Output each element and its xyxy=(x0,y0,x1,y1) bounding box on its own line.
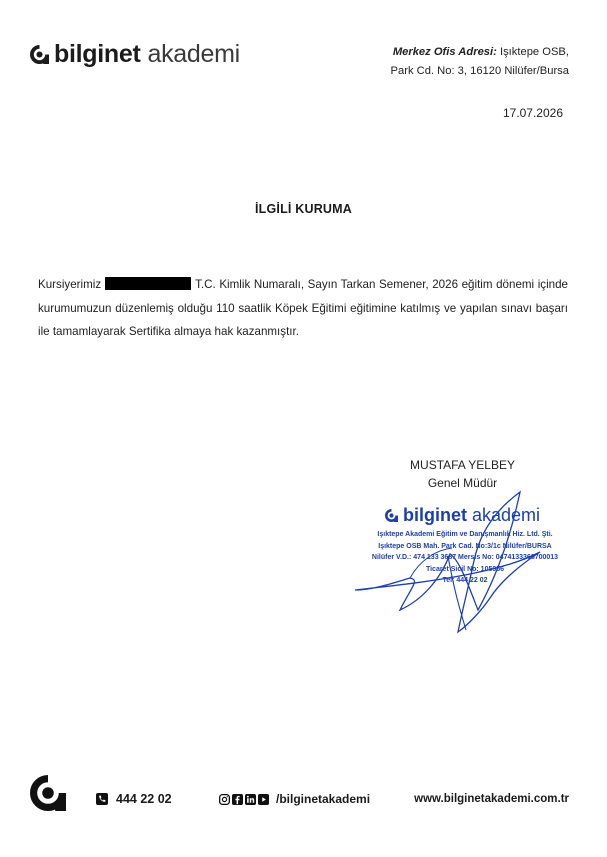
footer-phone-number: 444 22 02 xyxy=(116,792,172,806)
footer-phone[interactable] xyxy=(96,792,172,806)
document-body xyxy=(38,273,568,344)
document-heading: İLGİLİ KURUMA xyxy=(254,202,353,216)
stamp-logo-light: akademi xyxy=(472,505,541,525)
address-line2: Park Cd. No: 3, 16120 Nilüfer/Bursa xyxy=(390,65,569,77)
document-date: 17.07.2026 xyxy=(502,106,563,120)
stamp-logo-mark-icon xyxy=(385,509,398,522)
address-label: Merkez Ofis Adresi: xyxy=(392,46,497,58)
stamp-line: Nilüfer V.D.: 474 133 3687 Mersis No: 0474133368700013 xyxy=(371,554,559,561)
stamp-logo xyxy=(385,505,585,526)
office-address xyxy=(391,43,569,81)
linkedin-icon[interactable] xyxy=(245,794,256,805)
footer-social-handle: /bilginetakademi xyxy=(276,792,371,806)
phone-icon xyxy=(96,793,108,805)
stamp-line: Işıktepe OSB Mah. Park Cad. No:3/1c Nilüfer/BURSA xyxy=(378,542,552,550)
logo-bold-text: bilginet xyxy=(54,40,141,68)
company-stamp xyxy=(345,505,585,587)
logo-mark-icon xyxy=(30,45,49,64)
signatory-block xyxy=(390,456,535,492)
address-line1: Işıktepe OSB, xyxy=(499,46,569,58)
signatory-title: Genel Müdür xyxy=(427,476,498,490)
stamp-logo-bold: bilginet xyxy=(403,505,467,525)
logo-light-text: akademi xyxy=(147,40,240,68)
facebook-icon[interactable] xyxy=(232,794,243,805)
youtube-icon[interactable] xyxy=(258,794,269,805)
stamp-line: Işıktepe Akademi Eğitim ve Danışmanlık Hiz. Ltd. Şti. xyxy=(377,531,553,538)
footer-website-link[interactable]: www.bilginetakademi.com.tr xyxy=(414,793,569,805)
body-part2: T.C. Kimlik Numaralı, Sayın Tarkan Semener, 2026 eğitim dönemi içinde kurumumuzun düzenlemiş olduğu 110 saatlik Köpek Eğitimi eğitimine katılmış ve yapılan sınavı başarı ile tamamlayarak Sertifika almaya hak kazanmıştır. xyxy=(38,278,568,338)
instagram-icon[interactable] xyxy=(219,794,230,805)
signatory-name: MUSTAFA YELBEY xyxy=(410,458,515,472)
brand-logo xyxy=(30,40,240,69)
stamp-line: Ticaret Sicil No: 105956 xyxy=(425,565,505,573)
redacted-id-block xyxy=(105,277,191,290)
stamp-lines xyxy=(345,529,585,587)
footer-logo-mark-icon xyxy=(30,775,66,811)
body-part1: Kursiyerimiz xyxy=(38,278,102,291)
stamp-line: Tel: 444 22 02 xyxy=(442,577,488,584)
footer-social[interactable] xyxy=(219,792,370,806)
